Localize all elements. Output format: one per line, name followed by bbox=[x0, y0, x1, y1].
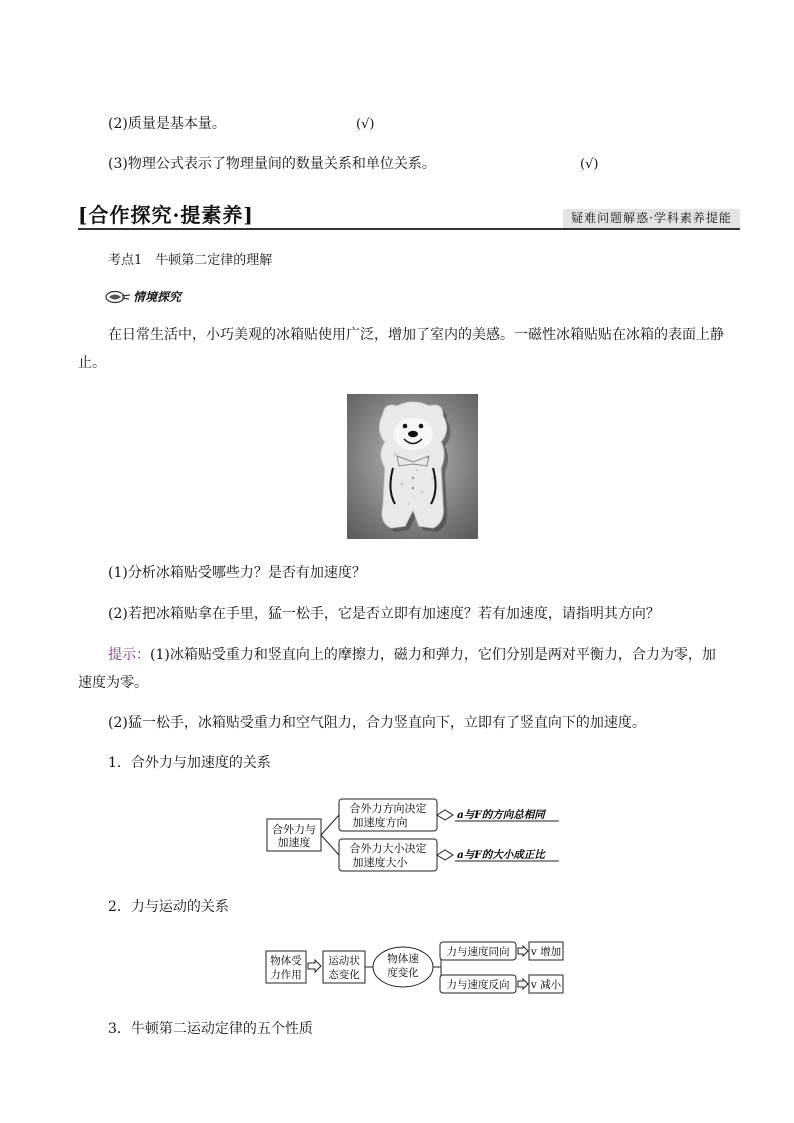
d1-branch1-l1: 合外力方向决定 bbox=[349, 802, 427, 815]
d2-arrow-3 bbox=[518, 979, 528, 989]
scenario-paragraph-line1: 在日常生活中，小巧美观的冰箱贴使用广泛，增加了室内的美感。一磁性冰箱贴贴在冰箱的表面上静 bbox=[108, 327, 724, 343]
point-2-heading: 2．力与运动的关系 bbox=[108, 899, 229, 915]
topic-title: 考点1 牛顿第二定律的理解 bbox=[108, 253, 273, 268]
judge-item-2-mark: (√) bbox=[356, 117, 375, 132]
d1-branch2-l1: 合外力大小决定 bbox=[349, 842, 427, 855]
d1-branch2-l2: 加速度大小 bbox=[352, 856, 408, 869]
hint-label: 提示： bbox=[108, 647, 150, 663]
question-2: (2)若把冰箱贴拿在手里，猛一松手，它是否立即有加速度？若有加速度，请指明其方向？ bbox=[108, 606, 660, 622]
d1-branch1-l2: 加速度方向 bbox=[352, 816, 408, 829]
section-title: [合作探究·提素养] bbox=[78, 203, 254, 227]
d2-result-1: v 增加 bbox=[530, 946, 562, 958]
force-motion-diagram bbox=[263, 938, 568, 1000]
d2-arrow-2 bbox=[518, 946, 528, 956]
judge-item-3-mark: (√) bbox=[580, 157, 599, 172]
pointing-hand-icon bbox=[105, 290, 131, 304]
d1-result-1: a与F的方向总相同 bbox=[457, 809, 545, 821]
d1-diamond-1 bbox=[437, 810, 453, 820]
hint-text-1: (1)冰箱贴受重力和竖直向上的摩擦力，磁力和弹力，它们分别是两对平衡力，合力为零，加 bbox=[150, 647, 716, 663]
d2-branch2: 力与速度反向 bbox=[446, 979, 510, 991]
d2-node2-l1: 运动状 bbox=[328, 955, 360, 967]
scenario-paragraph-line2: 止。 bbox=[78, 355, 106, 371]
point-1-heading: 1．合外力与加速度的关系 bbox=[108, 755, 271, 771]
hint-line2: 速度为零。 bbox=[78, 675, 148, 691]
d1-diamond-2 bbox=[437, 850, 453, 860]
fridge-magnet-photo bbox=[347, 394, 478, 539]
d2-node2-l2: 态变化 bbox=[328, 969, 360, 981]
judge-item-3: (3)物理公式表示了物理量间的数量关系和单位关系。 bbox=[108, 156, 436, 172]
d2-node3-l2: 度变化 bbox=[387, 967, 419, 979]
judge-item-2: (2)质量是基本量。 bbox=[108, 116, 226, 132]
force-acceleration-diagram bbox=[265, 795, 565, 875]
d1-root-l2: 加速度 bbox=[277, 836, 311, 849]
scenario-label-text: 情境探究 bbox=[133, 290, 182, 304]
d2-node3-l1: 物体速 bbox=[387, 953, 419, 965]
section-divider bbox=[78, 228, 740, 230]
d2-branch1: 力与速度同向 bbox=[446, 946, 510, 958]
scenario-label bbox=[105, 288, 181, 305]
hint-line3: (2)猛一松手，冰箱贴受重力和空气阻力，合力竖直向下，立即有了竖直向下的加速度。 bbox=[108, 715, 646, 731]
d2-node1-l1: 物体受 bbox=[270, 955, 302, 967]
d2-result-2: v 减小 bbox=[530, 979, 562, 991]
d2-arrow-1 bbox=[308, 960, 321, 972]
hint-line1 bbox=[108, 648, 716, 662]
d1-result-2: a与F的大小成正比 bbox=[457, 849, 545, 861]
d1-root-l1: 合外力与 bbox=[272, 823, 316, 836]
section-tag: 疑难问题解惑·学科素养提能 bbox=[563, 209, 740, 228]
point-3-heading: 3．牛顿第二运动定律的五个性质 bbox=[108, 1021, 313, 1037]
d2-node1-l2: 力作用 bbox=[270, 969, 302, 981]
question-1: (1)分析冰箱贴受哪些力？是否有加速度？ bbox=[108, 565, 366, 581]
